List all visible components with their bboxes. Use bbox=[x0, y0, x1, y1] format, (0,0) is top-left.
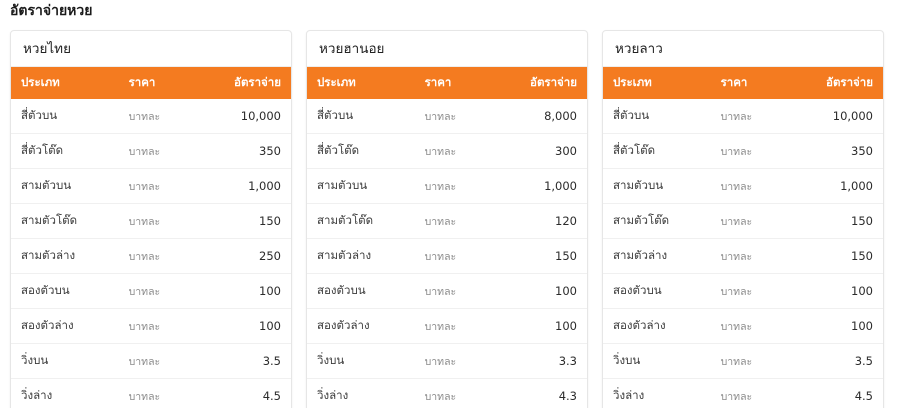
column-header-price: ราคา bbox=[425, 67, 498, 99]
table-body bbox=[11, 99, 291, 408]
table-row bbox=[603, 344, 883, 379]
cell-price: บาทละ bbox=[425, 309, 498, 344]
table-row bbox=[603, 99, 883, 134]
cell-rate: 100 bbox=[497, 309, 587, 344]
page-header bbox=[0, 0, 900, 22]
cell-type: วิ่งบน bbox=[11, 344, 129, 379]
rate-cards-container bbox=[0, 22, 900, 408]
cell-price: บาทละ bbox=[425, 274, 498, 309]
cell-type: สองตัวบน bbox=[11, 274, 129, 309]
cell-type: สองตัวบน bbox=[603, 274, 721, 309]
card-header bbox=[11, 31, 291, 67]
cell-price: บาทละ bbox=[129, 204, 202, 239]
cell-type: สองตัวล่าง bbox=[307, 309, 425, 344]
table-row bbox=[307, 309, 587, 344]
cell-rate: 100 bbox=[793, 274, 883, 309]
rate-card-lao bbox=[602, 30, 884, 408]
card-title: หวยฮานอย bbox=[319, 41, 385, 57]
table-header bbox=[307, 67, 587, 99]
cell-rate: 1,000 bbox=[497, 169, 587, 204]
cell-rate: 10,000 bbox=[793, 99, 883, 134]
cell-rate: 3.5 bbox=[793, 344, 883, 379]
cell-price: บาทละ bbox=[128, 390, 161, 403]
cell-price: บาทละ bbox=[721, 344, 794, 379]
cell-rate: 3.5 bbox=[201, 344, 291, 379]
column-header-type: ประเภท bbox=[307, 67, 425, 99]
table-row bbox=[603, 309, 883, 344]
table-row bbox=[603, 204, 883, 239]
cell-type: สี่ตัวโต๊ด bbox=[307, 134, 425, 169]
table-header bbox=[603, 67, 883, 99]
cell-price: บาทละ bbox=[425, 239, 498, 274]
cell-type: สามตัวโต๊ด bbox=[603, 204, 721, 239]
cell-rate: 150 bbox=[201, 204, 291, 239]
cell-type: วิ่งล่าง bbox=[613, 388, 645, 403]
cell-rate: 150 bbox=[793, 204, 883, 239]
table-row bbox=[307, 99, 587, 134]
cell-type: สามตัวล่าง bbox=[603, 239, 721, 274]
cell-price: บาทละ bbox=[129, 239, 202, 274]
cell-rate: 300 bbox=[497, 134, 587, 169]
table-header-row bbox=[11, 67, 291, 99]
cell-type: สี่ตัวโต๊ด bbox=[603, 134, 721, 169]
cell-type: สี่ตัวบน bbox=[11, 99, 129, 134]
column-header-rate: อัตราจ่าย bbox=[497, 67, 587, 99]
table-row bbox=[307, 204, 587, 239]
cell-rate: 10,000 bbox=[201, 99, 291, 134]
table-row bbox=[307, 274, 587, 309]
table-row bbox=[307, 344, 587, 379]
cell-rate: 100 bbox=[793, 309, 883, 344]
table-header-row bbox=[307, 67, 587, 99]
cell-type: วิ่งล่าง bbox=[317, 388, 349, 403]
column-header-type: ประเภท bbox=[11, 67, 129, 99]
table-row bbox=[307, 379, 587, 408]
card-header bbox=[603, 31, 883, 67]
rate-card-hanoi bbox=[306, 30, 588, 408]
cell-type: สามตัวบน bbox=[11, 169, 129, 204]
cell-rate: 150 bbox=[497, 239, 587, 274]
table-body bbox=[307, 99, 587, 408]
page-title: อัตราจ่ายหวย bbox=[10, 3, 93, 19]
table-row bbox=[307, 169, 587, 204]
cell-price: บาทละ bbox=[721, 239, 794, 274]
cell-type: วิ่งบน bbox=[603, 344, 721, 379]
column-header-price: ราคา bbox=[129, 67, 202, 99]
cell-price: บาทละ bbox=[721, 309, 794, 344]
column-header-type: ประเภท bbox=[603, 67, 721, 99]
table-row bbox=[11, 169, 291, 204]
cell-type: สามตัวบน bbox=[603, 169, 721, 204]
column-header-rate: อัตราจ่าย bbox=[793, 67, 883, 99]
card-header bbox=[307, 31, 587, 67]
rate-table bbox=[307, 67, 587, 408]
cell-type: วิ่งล่าง bbox=[21, 388, 53, 403]
table-row bbox=[11, 379, 291, 408]
cell-type: สองตัวบน bbox=[307, 274, 425, 309]
cell-price: บาทละ bbox=[425, 344, 498, 379]
table-row bbox=[307, 134, 587, 169]
cell-rate: 4.3 bbox=[558, 389, 577, 404]
cell-type: สองตัวล่าง bbox=[11, 309, 129, 344]
rate-table bbox=[11, 67, 291, 408]
cell-rate: 100 bbox=[201, 274, 291, 309]
cell-type: วิ่งบน bbox=[307, 344, 425, 379]
cell-type: สี่ตัวบน bbox=[307, 99, 425, 134]
cell-rate: 250 bbox=[201, 239, 291, 274]
cell-rate: 100 bbox=[201, 309, 291, 344]
table-row bbox=[11, 134, 291, 169]
cell-price: บาทละ bbox=[424, 390, 457, 403]
table-row bbox=[11, 344, 291, 379]
table-row bbox=[307, 239, 587, 274]
cell-type: สามตัวโต๊ด bbox=[11, 204, 129, 239]
table-body bbox=[603, 99, 883, 408]
cell-rate: 350 bbox=[201, 134, 291, 169]
card-title: หวยไทย bbox=[23, 41, 71, 57]
cell-rate: 4.5 bbox=[262, 389, 281, 404]
cell-type: สามตัวล่าง bbox=[11, 239, 129, 274]
cell-price: บาทละ bbox=[425, 204, 498, 239]
cell-rate: 150 bbox=[793, 239, 883, 274]
cell-type: สี่ตัวบน bbox=[603, 99, 721, 134]
column-header-rate: อัตราจ่าย bbox=[201, 67, 291, 99]
cell-price: บาทละ bbox=[721, 169, 794, 204]
table-row bbox=[11, 309, 291, 344]
cell-price: บาทละ bbox=[425, 134, 498, 169]
cell-rate: 1,000 bbox=[201, 169, 291, 204]
cell-price: บาทละ bbox=[129, 274, 202, 309]
table-row bbox=[603, 379, 883, 408]
cell-rate: 1,000 bbox=[793, 169, 883, 204]
cell-rate: 8,000 bbox=[497, 99, 587, 134]
cell-price: บาทละ bbox=[721, 99, 794, 134]
cell-rate: 120 bbox=[497, 204, 587, 239]
rate-table bbox=[603, 67, 883, 408]
cell-price: บาทละ bbox=[721, 134, 794, 169]
cell-type: สามตัวบน bbox=[307, 169, 425, 204]
cell-price: บาทละ bbox=[129, 344, 202, 379]
cell-type: สามตัวโต๊ด bbox=[307, 204, 425, 239]
table-row bbox=[11, 204, 291, 239]
cell-price: บาทละ bbox=[129, 309, 202, 344]
cell-rate: 100 bbox=[497, 274, 587, 309]
cell-price: บาทละ bbox=[721, 204, 794, 239]
cell-price: บาทละ bbox=[129, 134, 202, 169]
table-row bbox=[11, 99, 291, 134]
cell-rate: 4.5 bbox=[854, 389, 873, 404]
table-row bbox=[603, 274, 883, 309]
table-header-row bbox=[603, 67, 883, 99]
table-header bbox=[11, 67, 291, 99]
cell-type: สองตัวล่าง bbox=[603, 309, 721, 344]
table-row bbox=[11, 239, 291, 274]
cell-price: บาทละ bbox=[129, 99, 202, 134]
cell-type: สี่ตัวโต๊ด bbox=[11, 134, 129, 169]
table-row bbox=[603, 169, 883, 204]
cell-price: บาทละ bbox=[721, 274, 794, 309]
cell-type: สามตัวล่าง bbox=[307, 239, 425, 274]
table-row bbox=[11, 274, 291, 309]
cell-price: บาทละ bbox=[425, 169, 498, 204]
card-title: หวยลาว bbox=[615, 41, 663, 57]
rate-card-thai bbox=[10, 30, 292, 408]
cell-price: บาทละ bbox=[720, 390, 753, 403]
table-row bbox=[603, 134, 883, 169]
table-row bbox=[603, 239, 883, 274]
column-header-price: ราคา bbox=[721, 67, 794, 99]
cell-price: บาทละ bbox=[129, 169, 202, 204]
cell-rate: 350 bbox=[793, 134, 883, 169]
cell-price: บาทละ bbox=[425, 99, 498, 134]
cell-rate: 3.3 bbox=[497, 344, 587, 379]
